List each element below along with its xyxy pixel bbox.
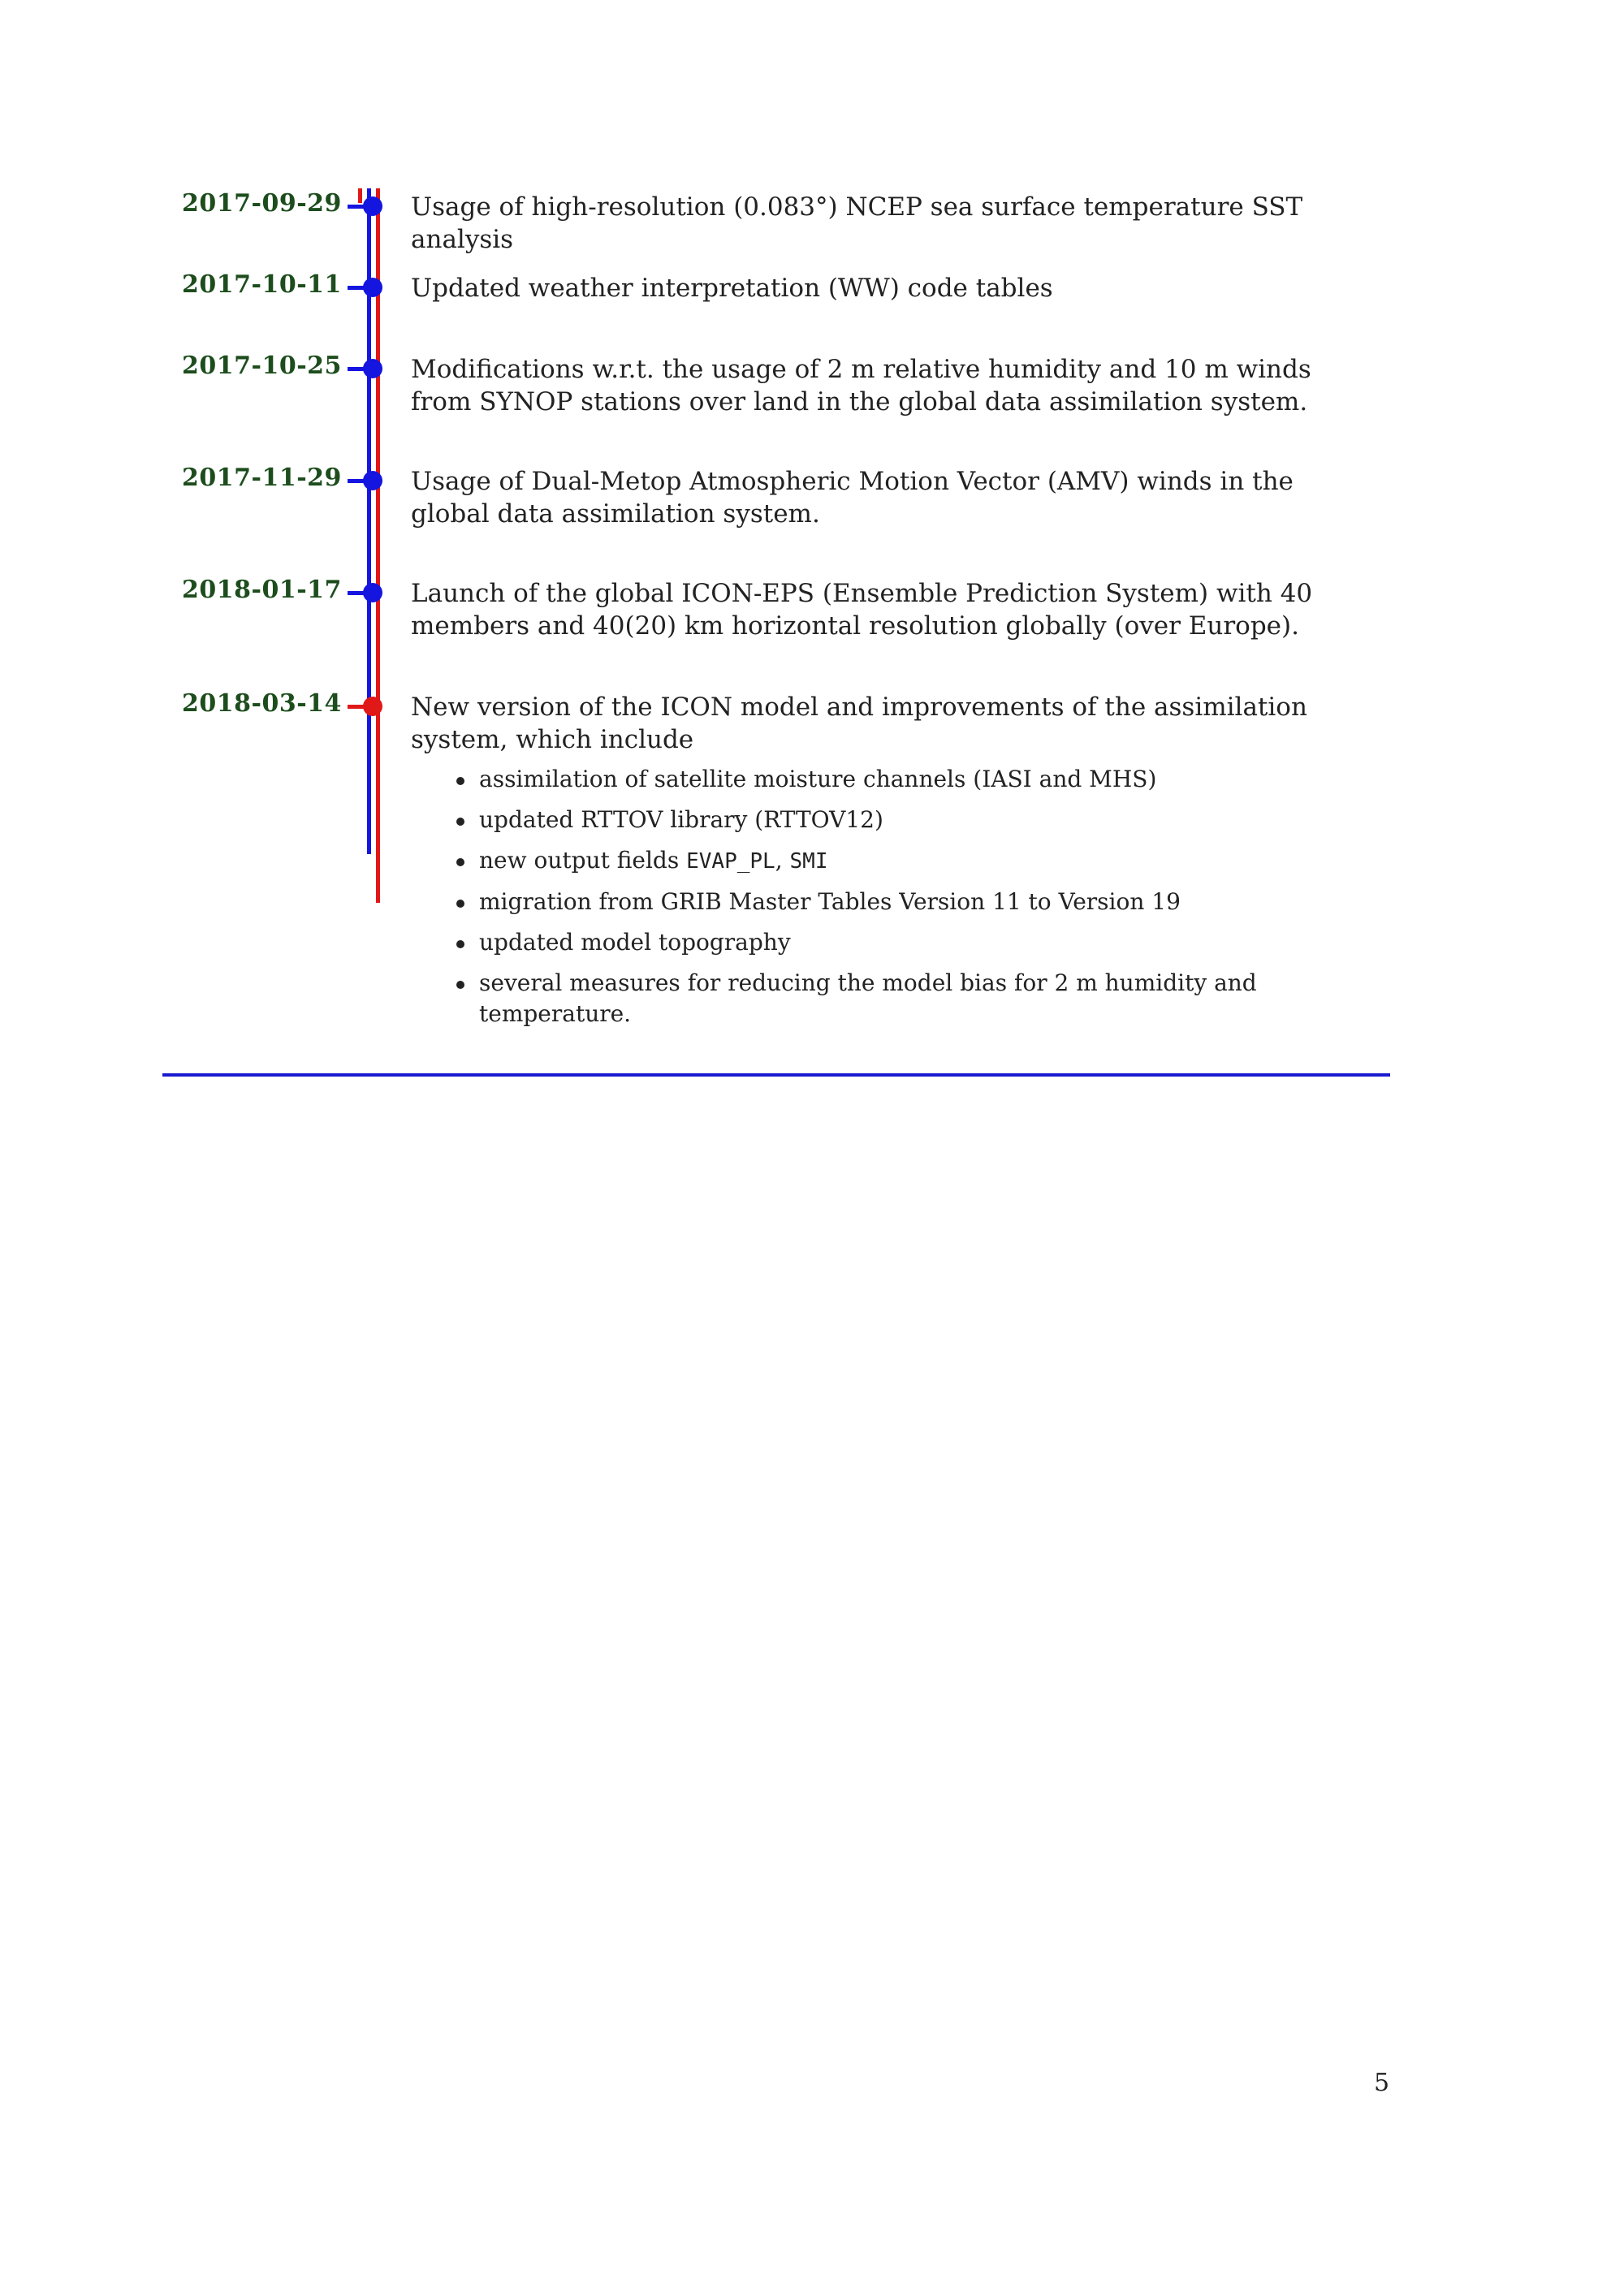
entry-intro-text: New version of the ICON model and improvements of the assimilation system, which include (411, 693, 1307, 754)
entry-description: Launch of the global ICON-EPS (Ensemble Prediction System) with 40 members and 40(20) km horizontal resolution globally (over Europe). (411, 579, 1313, 641)
list-item-text: updated RTTOV library (RTTOV12) (479, 806, 883, 833)
list-item (411, 927, 1361, 958)
timeline-red-stub (358, 188, 362, 203)
entry-description: Updated weather interpretation (WW) code tables (411, 274, 1053, 303)
entry-description: Usage of Dual-Metop Atmospheric Motion Vector (AMV) winds in the global data assimilation system. (411, 467, 1294, 529)
entry-date: 2018-03-14 (182, 689, 342, 718)
bullet-dot (456, 777, 464, 785)
entry-date: 2018-01-17 (182, 576, 342, 604)
list-item-text: several measures for reducing the model bias for 2 m humidity and temperature. (479, 969, 1257, 1027)
entry-description: Modifications w.r.t. the usage of 2 m relative humidity and 10 m winds from SYNOP stations over land in the global data assimilation system. (411, 355, 1311, 416)
entry-description: Usage of high-resolution (0.083°) NCEP sea surface temperature SST analysis (411, 192, 1303, 254)
list-item (411, 887, 1361, 917)
entry-date: 2017-09-29 (182, 189, 342, 218)
bullet-dot (456, 858, 464, 866)
list-item (411, 845, 1361, 877)
list-item (411, 968, 1361, 1029)
bullet-dot (456, 900, 464, 908)
list-item (411, 805, 1361, 835)
list-item-prefix: new output fields (479, 847, 687, 874)
entry-date: 2017-10-25 (182, 352, 342, 380)
list-item-text: assimilation of satellite moisture channels (IASI and MHS) (479, 766, 1157, 792)
entry-marker-dot (363, 471, 382, 490)
entry-marker-dot (363, 196, 382, 216)
list-item-text: migration from GRIB Master Tables Version 11 to Version 19 (479, 888, 1181, 915)
list-item (411, 764, 1361, 795)
entry-description (411, 691, 1361, 1029)
bullet-dot (456, 940, 464, 948)
timeline (0, 0, 1624, 1137)
field-name-evap: EVAP_PL (686, 849, 775, 874)
page-number: 5 (1374, 2069, 1390, 2097)
entry-date: 2017-10-11 (182, 270, 342, 299)
entry-marker-dot (363, 359, 382, 378)
list-item-separator: , (775, 847, 790, 874)
bullet-dot (456, 818, 464, 826)
entry-marker-dot (363, 583, 382, 602)
bullet-list (411, 764, 1361, 1029)
field-name-smi: SMI (789, 849, 828, 874)
entry-marker-dot (363, 278, 382, 297)
entry-date: 2017-11-29 (182, 464, 342, 492)
entry-marker-dot (363, 697, 382, 716)
horizontal-rule (162, 1073, 1390, 1077)
bullet-dot (456, 981, 464, 989)
list-item-text: updated model topography (479, 929, 791, 956)
